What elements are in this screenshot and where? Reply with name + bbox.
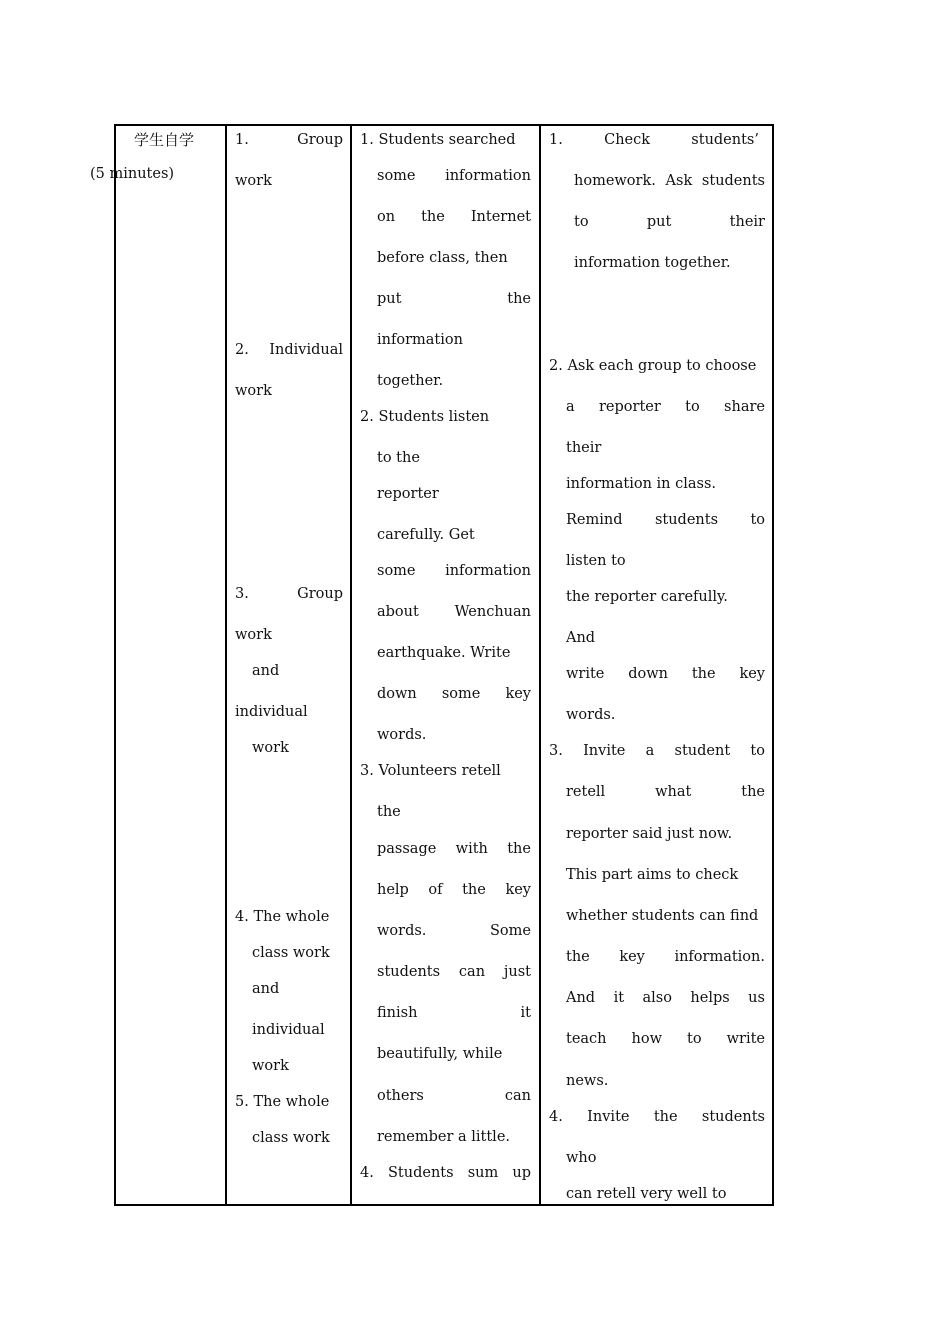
- list-item: 1. Group: [235, 132, 343, 148]
- activity-type-cell: [227, 126, 350, 1204]
- lesson-table: [114, 124, 774, 1206]
- list-item: news.: [566, 1073, 609, 1089]
- list-item: information together.: [574, 255, 731, 271]
- list-item: finish it: [377, 1005, 531, 1021]
- list-item: information in class.: [566, 476, 717, 492]
- list-item: 2. Ask each group to choose: [549, 358, 757, 374]
- list-item: 3. Volunteers retell: [360, 763, 501, 779]
- list-item: put the: [377, 291, 531, 307]
- list-item: can retell very well to: [566, 1186, 727, 1202]
- list-item: on the Internet: [377, 209, 531, 225]
- list-item: some information: [377, 168, 531, 184]
- list-item: who: [566, 1150, 597, 1166]
- list-item: teach how to write: [566, 1031, 765, 1047]
- list-item: 1. Students searched: [360, 132, 516, 148]
- list-item: beautifully, while: [377, 1046, 503, 1062]
- list-item: words.: [377, 727, 427, 743]
- list-item: And it also helps us: [566, 990, 765, 1006]
- list-item: 4. Students sum up: [360, 1165, 531, 1181]
- stage-cell: [116, 126, 225, 1204]
- list-item: Remind students to: [566, 512, 765, 528]
- list-item: work: [235, 383, 272, 399]
- stage-title: 学生自学: [134, 131, 195, 149]
- list-item: retell what the: [566, 784, 765, 800]
- list-item: together.: [377, 373, 444, 389]
- list-item: 3. Group: [235, 586, 343, 602]
- list-item: some information: [377, 563, 531, 579]
- list-item: This part aims to check: [566, 867, 739, 883]
- list-item: class work: [252, 1130, 330, 1146]
- list-item: work: [235, 627, 272, 643]
- list-item: words.: [566, 707, 616, 723]
- list-item: write down the key: [566, 666, 765, 682]
- list-item: 5. The whole: [235, 1094, 330, 1110]
- list-item: class work: [252, 945, 330, 961]
- list-item: homework. Ask students: [574, 173, 765, 189]
- list-item: 1. Check students’: [549, 132, 759, 148]
- list-item: help of the key: [377, 882, 531, 898]
- list-item: to the: [377, 450, 420, 466]
- list-item: students can just: [377, 964, 531, 980]
- list-item: carefully. Get: [377, 527, 475, 543]
- list-item: 4. The whole: [235, 909, 330, 925]
- list-item: individual: [235, 704, 308, 720]
- list-item: passage with the: [377, 841, 531, 857]
- list-item: the reporter carefully.: [566, 589, 728, 605]
- list-item: whether students can find: [566, 908, 759, 924]
- teacher-activity-cell: [541, 126, 774, 1204]
- list-item: before class, then: [377, 250, 508, 266]
- list-item: And: [566, 630, 596, 646]
- list-item: words. Some: [377, 923, 531, 939]
- list-item: work: [252, 740, 289, 756]
- list-item: earthquake. Write: [377, 645, 511, 661]
- list-item: about Wenchuan: [377, 604, 531, 620]
- list-item: work: [235, 173, 272, 189]
- stage-duration: (5 minutes): [90, 166, 175, 182]
- list-item: and: [252, 663, 280, 679]
- list-item: to put their: [574, 214, 765, 230]
- list-item: reporter said just now.: [566, 826, 733, 842]
- list-item: the: [377, 804, 401, 820]
- list-item: a reporter to share: [566, 399, 765, 415]
- list-item: listen to: [566, 553, 626, 569]
- list-item: remember a little.: [377, 1129, 511, 1145]
- list-item: and: [252, 981, 280, 997]
- list-item: work: [252, 1058, 289, 1074]
- list-item: others can: [377, 1088, 531, 1104]
- list-item: 3. Invite a student to: [549, 743, 765, 759]
- list-item: individual: [252, 1022, 325, 1038]
- list-item: the key information.: [566, 949, 765, 965]
- list-item: 2. Students listen: [360, 409, 490, 425]
- student-activity-cell: [352, 126, 539, 1204]
- list-item: their: [566, 440, 602, 456]
- list-item: down some key: [377, 686, 531, 702]
- list-item: reporter: [377, 486, 439, 502]
- list-item: information: [377, 332, 463, 348]
- list-item: 4. Invite the students: [549, 1109, 765, 1125]
- list-item: 2. Individual: [235, 342, 343, 358]
